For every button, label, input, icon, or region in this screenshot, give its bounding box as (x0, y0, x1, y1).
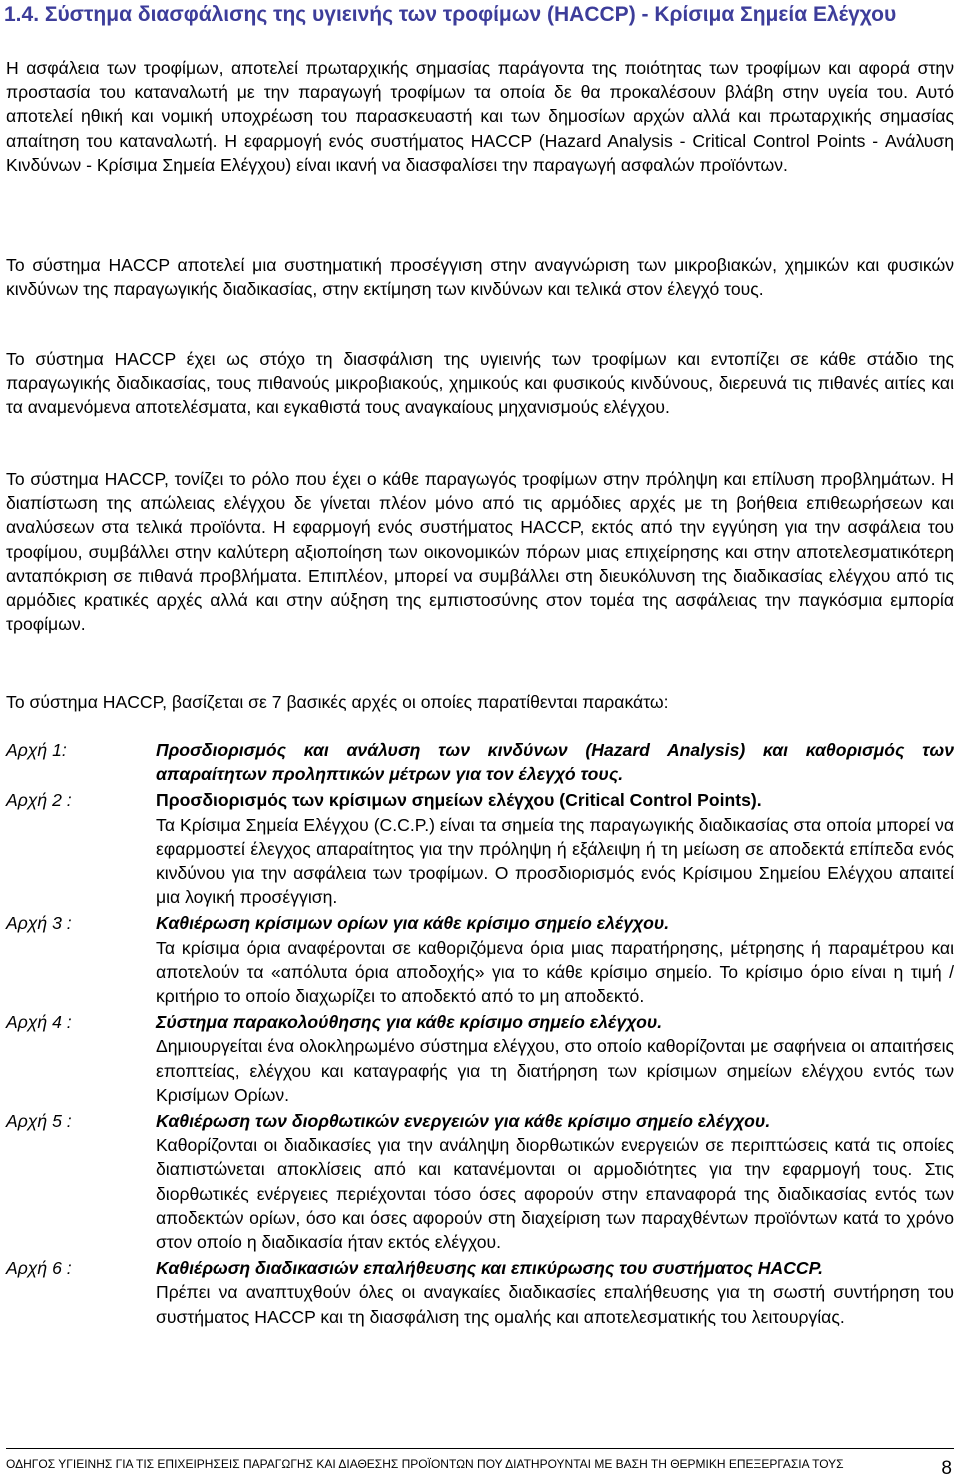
principle-body (156, 1010, 954, 1107)
paragraph-approach: Το σύστημα HACCP αποτελεί μια συστηματική προσέγγιση στην αναγνώριση των μικροβιακών, χημικών και φυσικών κινδύνων της παραγωγικής διαδικασίας, στην εκτίμηση των κινδύνων και τελικά στον έλεγχό τους. (6, 255, 954, 300)
principle-body (156, 1256, 954, 1329)
principle-body (156, 1109, 954, 1254)
principle-label: Αρχή 1: (6, 740, 67, 760)
paragraph-intro: Η ασφάλεια των τροφίμων, αποτελεί πρωταρχικής σημασίας παράγοντα της ποιότητας των τροφίμων και αφορά στην προστασία του καταναλωτή με την παραγωγή τροφίμων τα οποία δε θα προκαλέσουν βλάβη στην υγεία του. Αυτό αποτελεί ηθική και νομική υποχρέωση του παρασκευαστή και των δημοσίων αρχών αλλά και πρωταρχικής σημασίας απαίτηση του καταναλωτή. Η εφαρμογή ενός συστήματος HACCP (Hazard Analysis - Critical Control Points - Ανάλυση Κινδύνων - Κρίσιμα Σημεία Ελέγχου) είναι ικανή να διασφαλίσει την παραγωγή ασφαλών προϊόντων. (6, 58, 954, 175)
principle-label: Αρχή 2 : (6, 790, 72, 811)
principle-title: Καθιέρωση των διορθωτικών ενεργειών για κάθε κρίσιμο σημείο ελέγχου. (156, 1111, 771, 1132)
principle-item (6, 911, 954, 1008)
principle-text: Τα Κρίσιμα Σημεία Ελέγχου (C.C.P.) είναι τα σημεία της παραγωγικής διαδικασίας στα οποία μπορεί να εφαρμοστεί έλεγχος απαραίτητος για την πρόληψη ή εξάλειψη ή τη μείωση σε αποδεκτά επίπεδα ενός κινδύνου για την ασφάλεια των τροφίμων. Ο προσδιορισμός ενός Κρίσιμου Σημείου Ελέγχου απαιτεί μια λογική προσέγγιση. (156, 814, 954, 908)
principle-text: Πρέπει να αναπτυχθούν όλες οι αναγκαίες διαδικασίες επαλήθευσης για τη σωστή συντήρηση του συστήματος HACCP και τη διασφάλιση της ομαλής και αποτελεσματικής του λειτουργίας. (156, 1282, 954, 1327)
principle-label: Αρχή 4 : (6, 1012, 72, 1033)
principle-text: Τα κρίσιμα όρια αναφέρονται σε καθοριζόμενα όρια μιας παρατήρησης, μέτρησης ή παραμέτρου και αποτελούν τα «απόλυτα όρια αποδοχής» για το κάθε κρίσιμο σημείο. Το κρίσιμο όριο είναι η τιμή / κριτήριο το οποίο διαχωρίζει το αποδεκτό από το μη αποδεκτό. (156, 937, 954, 1007)
principle-label: Αρχή 6 : (6, 1258, 72, 1279)
principle-item (6, 738, 954, 786)
principle-label: Αρχή 3 : (6, 913, 72, 934)
paragraph-principles-intro: Το σύστημα HACCP, βασίζεται σε 7 βασικές αρχές οι οποίες παρατίθενται παρακάτω: (6, 692, 669, 712)
principle-title: Σύστημα παρακολούθησης για κάθε κρίσιμο σημείο ελέγχου. (156, 1012, 663, 1033)
principle-title: Προσδιορισμός και ανάλυση των κινδύνων (Hazard Analysis) και καθορισμός των απαραίτητων προληπτικών μέτρων για τον έλεγχό τους. (156, 740, 954, 785)
footer-text: ΟΔΗΓΟΣ ΥΓΙΕΙΝΗΣ ΓΙΑ ΤΙΣ ΕΠΙΧΕΙΡΗΣΕΙΣ ΠΑΡΑΓΩΓΗΣ ΚΑΙ ΔΙΑΘΕΣΗΣ ΠΡΟΪΟΝΤΩΝ ΠΟΥ ΔΙΑΤΗΡΟΥΝΤΑΙ ΜΕ ΒΑΣΗ ΤΗ ΘΕΡΜΙΚΗ ΕΠΕΞΕΡΓΑΣΙΑ ΤΟΥΣ (6, 1457, 844, 1471)
principle-body (156, 738, 954, 786)
section-title: 1.4. Σύστημα διασφάλισης της υγιεινής των τροφίμων (HACCP) - Κρίσιμα Σημεία Ελέγχου (4, 3, 897, 26)
paragraph-role: Το σύστημα HACCP, τονίζει το ρόλο που έχει ο κάθε παραγωγός τροφίμων στην πρόληψη και επίλυση προβλημάτων. Η διαπίστωση της απώλειας ελέγχου δε γίνεται πλέον μόνο από τις αρμόδιες αρχές με τη βοήθεια επιθεωρήσεων και αναλύσεων στα τελικά προϊόντα. Η εφαρμογή ενός συστήματος HACCP, εκτός από την εγγύηση για την ασφάλεια του τροφίμου, συμβάλλει στην καλύτερη αξιοποίηση των οικονομικών πόρων μιας επιχείρησης και στην αποτελεσματικότερη ανταπόκριση σε πιθανά προβλήματα. Επιπλέον, μπορεί να συμβάλλει στη διευκόλυνση της διαδικασίας ελέγχου από τις αρμόδιες κρατικές αρχές αλλά και στην αύξηση της εμπιστοσύνης στον τομέα της ασφάλειας την παγκόσμια εμπορία τροφίμων. (6, 469, 954, 635)
principle-label: Αρχή 5 : (6, 1111, 72, 1132)
principle-item (6, 1256, 954, 1329)
principle-item (6, 1109, 954, 1254)
principle-title: Προσδιορισμός των κρίσιμων σημείων ελέγχου (Critical Control Points). (156, 790, 762, 811)
principle-item (6, 788, 954, 909)
principle-title: Καθιέρωση διαδικασιών επαλήθευσης και επικύρωσης του συστήματος HACCP. (156, 1258, 823, 1279)
principle-body (156, 911, 954, 1008)
page-number: 8 (941, 1458, 952, 1479)
footer-divider (6, 1448, 954, 1449)
principle-text: Καθορίζονται οι διαδικασίες για την ανάληψη διορθωτικών ενεργειών σε περιπτώσεις κατά τις οποίες διαπιστώνεται αποκλίσεις από και κατανέμονται οι αρμοδιότητες για την εφαρμογή τους. Στις διορθωτικές ενέργειες περιέχονται τόσο όσες αφορούν στην επαναφορά της διαδικασίας εντός των αποδεκτών ορίων, όσο και όσες αφορούν στη διαχείριση των παραχθέντων προϊόντων κατά το χρόνο στον οποίο η διαδικασία ήταν εκτός ελέγχου. (156, 1135, 954, 1253)
principles-list (6, 738, 954, 1329)
paragraph-goal: Το σύστημα HACCP έχει ως στόχο τη διασφάλιση της υγιεινής των τροφίμων και εντοπίζει σε κάθε στάδιο της παραγωγικής διαδικασίας, τους πιθανούς μικροβιακούς, χημικούς και φυσικούς κινδύνους, διερευνά τις πιθανές αιτίες και τα αναμενόμενα αποτελέσματα, και εγκαθιστά τους αναγκαίους μηχανισμούς ελέγχου. (6, 349, 954, 418)
principle-title: Καθιέρωση κρίσιμων ορίων για κάθε κρίσιμο σημείο ελέγχου. (156, 913, 670, 934)
principle-item (6, 1010, 954, 1107)
principle-body (156, 788, 954, 909)
principle-text: Δημιουργείται ένα ολοκληρωμένο σύστημα ελέγχου, στο οποίο καθορίζονται με σαφήνεια οι απαιτήσεις εποπτείας, ελέγχου και καταγραφής για τη διατήρηση των κρίσιμων σημείων ελέγχου εντός των Κρισίμων Ορίων. (156, 1036, 954, 1105)
